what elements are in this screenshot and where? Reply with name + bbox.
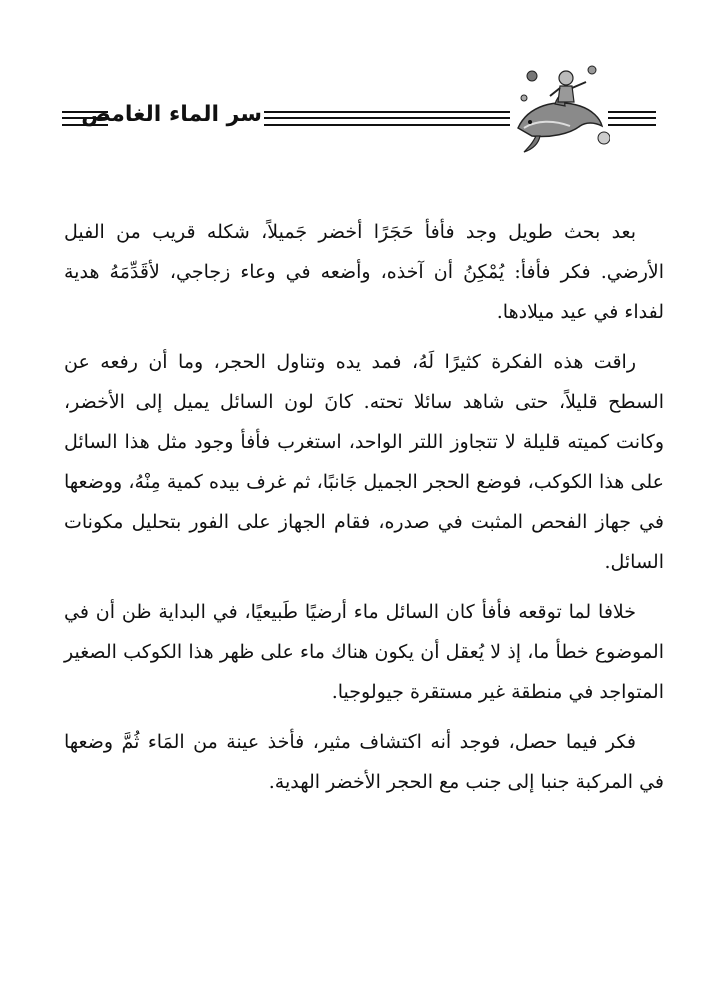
page-header	[0, 56, 720, 156]
header-rule-right	[608, 111, 656, 126]
chapter-title: سر الماء الغامض	[81, 102, 262, 127]
paragraph-2: راقت هذه الفكرة كثيرًا لَهُ، فمد يده وتناول الحجر، وما أن رفعه عن السطح قليلاً، حتى شاهد سائلا تحته. كانَ لون السائل يميل إلى الأخضر، وكانت كميته قليلة لا تتجاوز اللتر الواحد، استغرب فأفأ وجود مثل هذا السائل على هذا الكوكب، فوضع الحجر الجميل جَانبًا، ثم غرف بيده كمية مِنْهُ، ووضعها في جهاز الفحص المثبت في صدره، فقام الجهاز على الفور بتحليل مكونات السائل.	[64, 351, 664, 573]
story-text	[64, 212, 664, 812]
header-rule-middle	[264, 111, 510, 126]
paragraph-4: فكر فيما حصل، فوجد أنه اكتشاف مثير، فأخذ عينة من المَاء ثُمَّ وضعها في المركبة جنبا إلى جنب مع الحجر الأخضر الهدية.	[64, 731, 664, 793]
paragraph-3: خلافا لما توقعه فأفأ كان السائل ماء أرضيًا طَبيعيًا، في البداية ظن أن في الموضوع خطأ ما، إذ لا يُعقل أن يكون هناك ماء على ظهر هذا الكوكب الصغير المتواجد في منطقة غير مستقرة جيولوجيا.	[64, 601, 664, 703]
paragraph-1: بعد بحث طويل وجد فأفأ حَجَرًا أخضر جَميلاً، شكله قريب من الفيل الأرضي. فكر فأفأ: يُمْكِنُ أن آخذه، وأضعه في وعاء زجاجي، لأقَدِّمَهُ هدية لفداء في عيد ميلادها.	[64, 221, 664, 323]
dolphin-with-rider-icon	[510, 56, 610, 156]
